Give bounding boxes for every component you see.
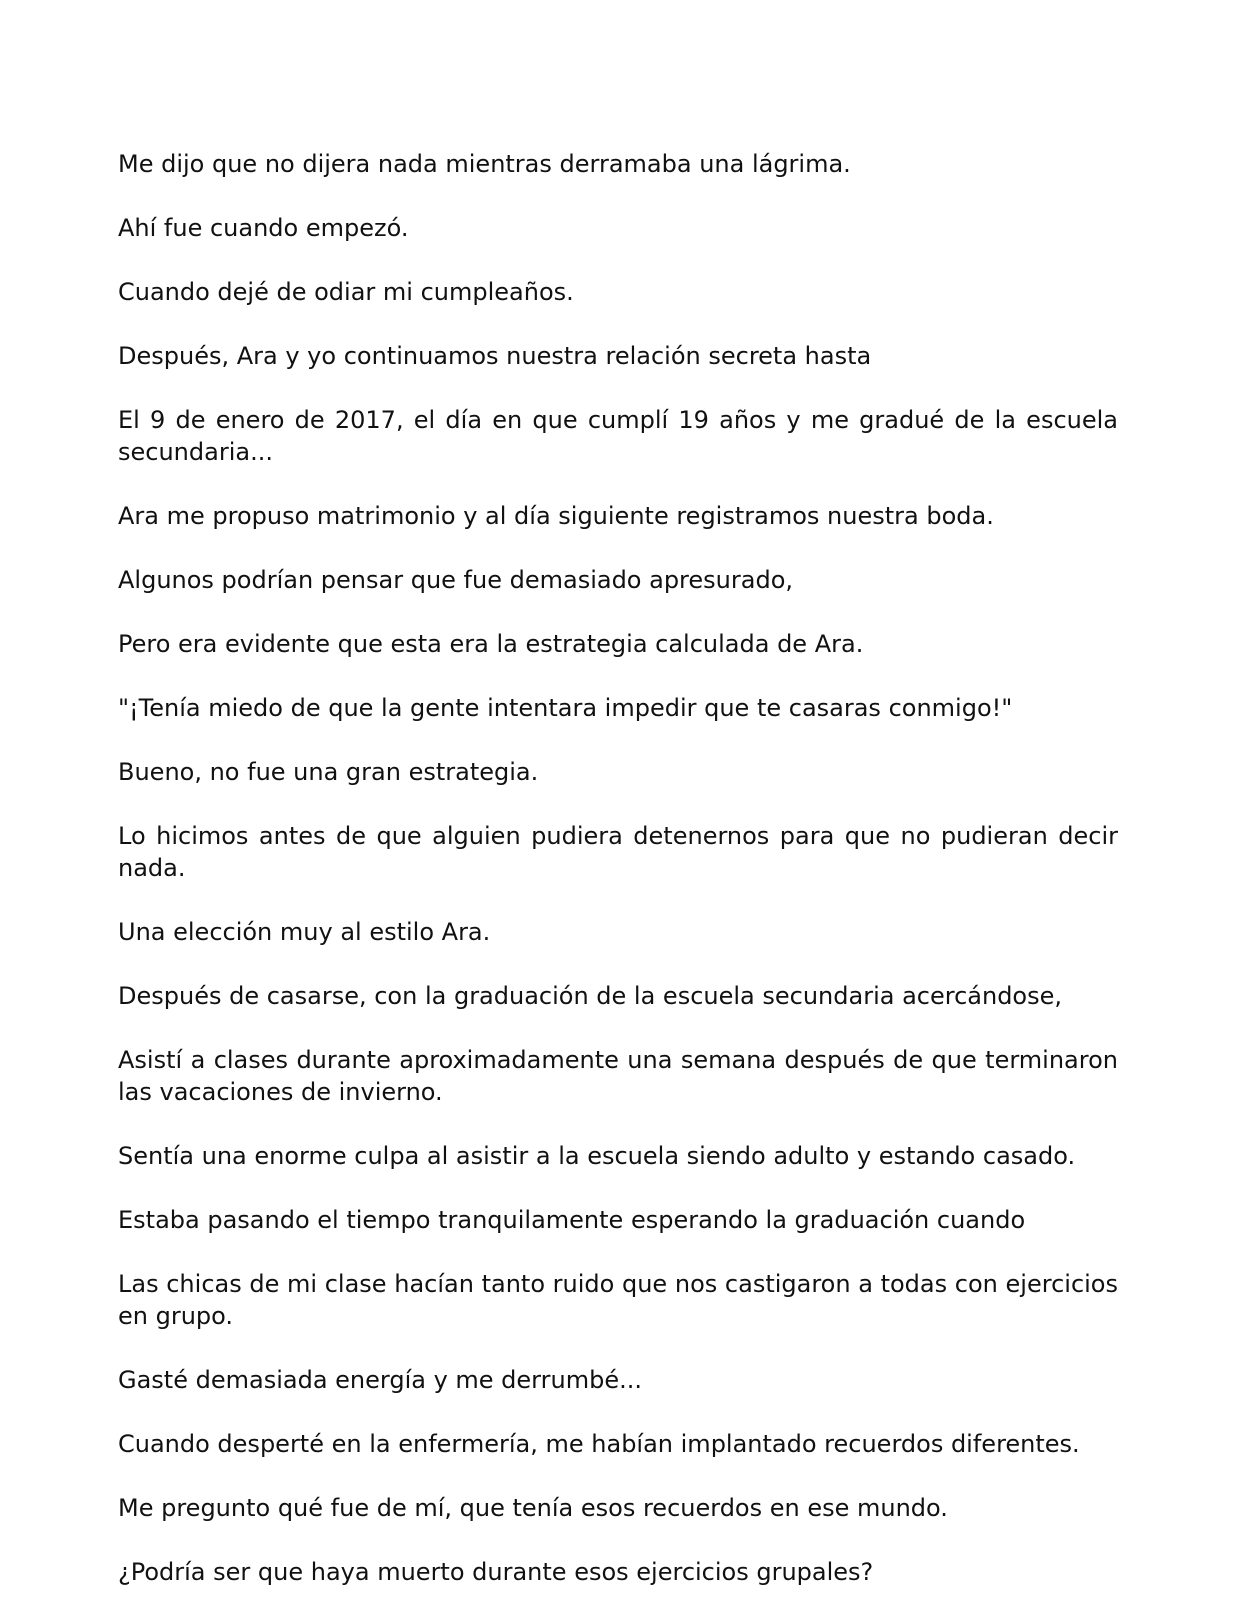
paragraph: Cuando desperté en la enfermería, me habían implantado recuerdos diferentes. bbox=[118, 1430, 1080, 1458]
document-body bbox=[118, 148, 1118, 1620]
paragraph: Lo hicimos antes de que alguien pudiera detenernos para que no pudieran decir nada. bbox=[118, 822, 1118, 882]
paragraph: Después, Ara y yo continuamos nuestra relación secreta hasta bbox=[118, 342, 872, 370]
paragraph: Me dijo que no dijera nada mientras derramaba una lágrima. bbox=[118, 150, 851, 178]
paragraph: Ara me propuso matrimonio y al día siguiente registramos nuestra boda. bbox=[118, 502, 994, 530]
paragraph: El 9 de enero de 2017, el día en que cumplí 19 años y me gradué de la escuela secundaria... bbox=[118, 406, 1118, 466]
paragraph: Asistí a clases durante aproximadamente una semana después de que terminaron las vacaciones de invierno. bbox=[118, 1046, 1118, 1106]
paragraph: Cuando dejé de odiar mi cumpleaños. bbox=[118, 278, 574, 306]
paragraph: Gasté demasiada energía y me derrumbé... bbox=[118, 1366, 642, 1394]
paragraph: Las chicas de mi clase hacían tanto ruido que nos castigaron a todas con ejercicios en grupo. bbox=[118, 1270, 1118, 1330]
paragraph: Pero era evidente que esta era la estrategia calculada de Ara. bbox=[118, 630, 864, 658]
paragraph: Estaba pasando el tiempo tranquilamente esperando la graduación cuando bbox=[118, 1206, 1026, 1234]
paragraph: ¿Podría ser que haya muerto durante esos ejercicios grupales? bbox=[118, 1558, 874, 1586]
paragraph: Una elección muy al estilo Ara. bbox=[118, 918, 491, 946]
paragraph: Algunos podrían pensar que fue demasiado apresurado, bbox=[118, 566, 793, 594]
paragraph: Me pregunto qué fue de mí, que tenía esos recuerdos en ese mundo. bbox=[118, 1494, 948, 1522]
paragraph: Bueno, no fue una gran estrategia. bbox=[118, 758, 539, 786]
paragraph: Sentía una enorme culpa al asistir a la escuela siendo adulto y estando casado. bbox=[118, 1142, 1076, 1170]
paragraph: Después de casarse, con la graduación de la escuela secundaria acercándose, bbox=[118, 982, 1063, 1010]
paragraph: Ahí fue cuando empezó. bbox=[118, 214, 409, 242]
paragraph: "¡Tenía miedo de que la gente intentara impedir que te casaras conmigo!" bbox=[118, 694, 1013, 722]
